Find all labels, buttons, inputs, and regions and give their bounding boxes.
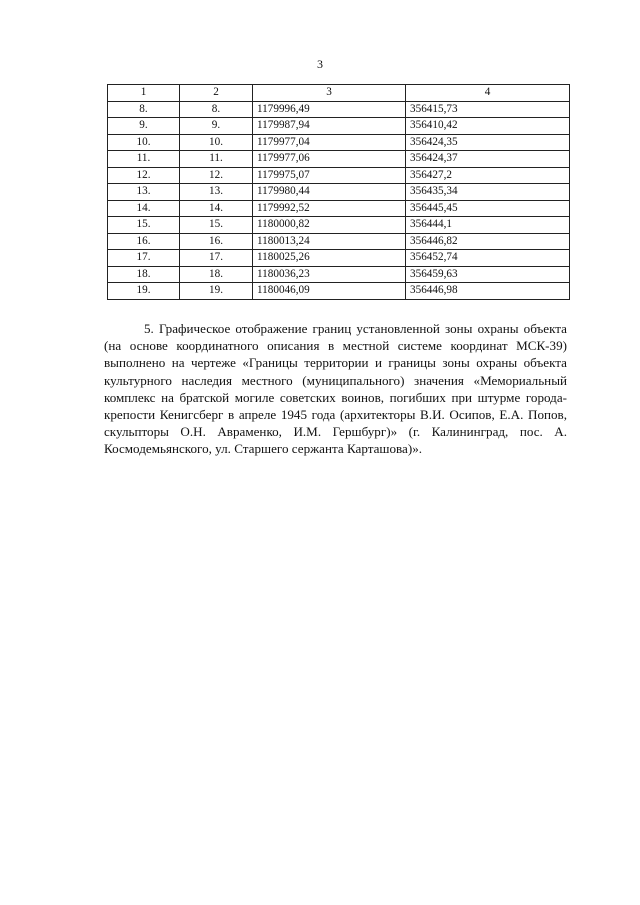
x-coordinate-cell: 1179992,52: [253, 200, 406, 217]
point-number-cell: 8.: [108, 101, 180, 118]
point-index-cell: 14.: [180, 200, 253, 217]
column-header: 3: [253, 85, 406, 102]
section-5-paragraph: 5. Графическое отображение границ установленной зоны охраны объекта (на основе координатного описания в местной системе координат МСК-39) выполнено на чертеже «Границы территории и границы зоны охраны объекта культурного наследия местного (муниципального) значения «Мемориальный комплекс на братской могиле советских воинов, погибших при штурме города-крепости Кенигсберг в апреле 1945 года (архитекторы В.И. Осипов, Е.А. Попов, скульпторы О.Н. Авраменко, И.М. Гершбург)» (г. Калининград, пос. А. Космодемьянского, ул. Старшего сержанта Карташова)».: [104, 321, 567, 457]
point-index-cell: 8.: [180, 101, 253, 118]
table-row: [108, 283, 570, 300]
table-row: [108, 266, 570, 283]
point-index-cell: 19.: [180, 283, 253, 300]
point-index-cell: 18.: [180, 266, 253, 283]
point-number-cell: 9.: [108, 118, 180, 135]
column-header: 4: [406, 85, 570, 102]
table-row: [108, 151, 570, 168]
point-index-cell: 11.: [180, 151, 253, 168]
table-row: [108, 200, 570, 217]
point-index-cell: 10.: [180, 134, 253, 151]
table-header-row: [108, 85, 570, 102]
table-row: [108, 217, 570, 234]
x-coordinate-cell: 1180036,23: [253, 266, 406, 283]
table-row: [108, 233, 570, 250]
point-number-cell: 17.: [108, 250, 180, 267]
table-row: [108, 101, 570, 118]
point-number-cell: 15.: [108, 217, 180, 234]
x-coordinate-cell: 1179977,04: [253, 134, 406, 151]
point-index-cell: 9.: [180, 118, 253, 135]
y-coordinate-cell: 356459,63: [406, 266, 570, 283]
y-coordinate-cell: 356444,1: [406, 217, 570, 234]
table-row: [108, 250, 570, 267]
x-coordinate-cell: 1179975,07: [253, 167, 406, 184]
table-row: [108, 118, 570, 135]
y-coordinate-cell: 356424,37: [406, 151, 570, 168]
y-coordinate-cell: 356415,73: [406, 101, 570, 118]
point-index-cell: 15.: [180, 217, 253, 234]
table-body: [108, 101, 570, 299]
x-coordinate-cell: 1180000,82: [253, 217, 406, 234]
column-header: 1: [108, 85, 180, 102]
point-index-cell: 17.: [180, 250, 253, 267]
point-index-cell: 12.: [180, 167, 253, 184]
y-coordinate-cell: 356427,2: [406, 167, 570, 184]
point-index-cell: 13.: [180, 184, 253, 201]
point-number-cell: 12.: [108, 167, 180, 184]
point-number-cell: 16.: [108, 233, 180, 250]
x-coordinate-cell: 1179977,06: [253, 151, 406, 168]
table-row: [108, 167, 570, 184]
table-row: [108, 134, 570, 151]
point-number-cell: 11.: [108, 151, 180, 168]
y-coordinate-cell: 356445,45: [406, 200, 570, 217]
point-number-cell: 18.: [108, 266, 180, 283]
x-coordinate-cell: 1180013,24: [253, 233, 406, 250]
column-header: 2: [180, 85, 253, 102]
point-number-cell: 14.: [108, 200, 180, 217]
point-number-cell: 13.: [108, 184, 180, 201]
y-coordinate-cell: 356446,98: [406, 283, 570, 300]
point-number-cell: 19.: [108, 283, 180, 300]
point-number-cell: 10.: [108, 134, 180, 151]
x-coordinate-cell: 1179980,44: [253, 184, 406, 201]
y-coordinate-cell: 356424,35: [406, 134, 570, 151]
x-coordinate-cell: 1180025,26: [253, 250, 406, 267]
point-index-cell: 16.: [180, 233, 253, 250]
x-coordinate-cell: 1179996,49: [253, 101, 406, 118]
table-row: [108, 184, 570, 201]
y-coordinate-cell: 356446,82: [406, 233, 570, 250]
y-coordinate-cell: 356452,74: [406, 250, 570, 267]
page-number: 3: [317, 57, 323, 71]
x-coordinate-cell: 1180046,09: [253, 283, 406, 300]
x-coordinate-cell: 1179987,94: [253, 118, 406, 135]
y-coordinate-cell: 356410,42: [406, 118, 570, 135]
y-coordinate-cell: 356435,34: [406, 184, 570, 201]
coordinates-table: [107, 84, 570, 300]
